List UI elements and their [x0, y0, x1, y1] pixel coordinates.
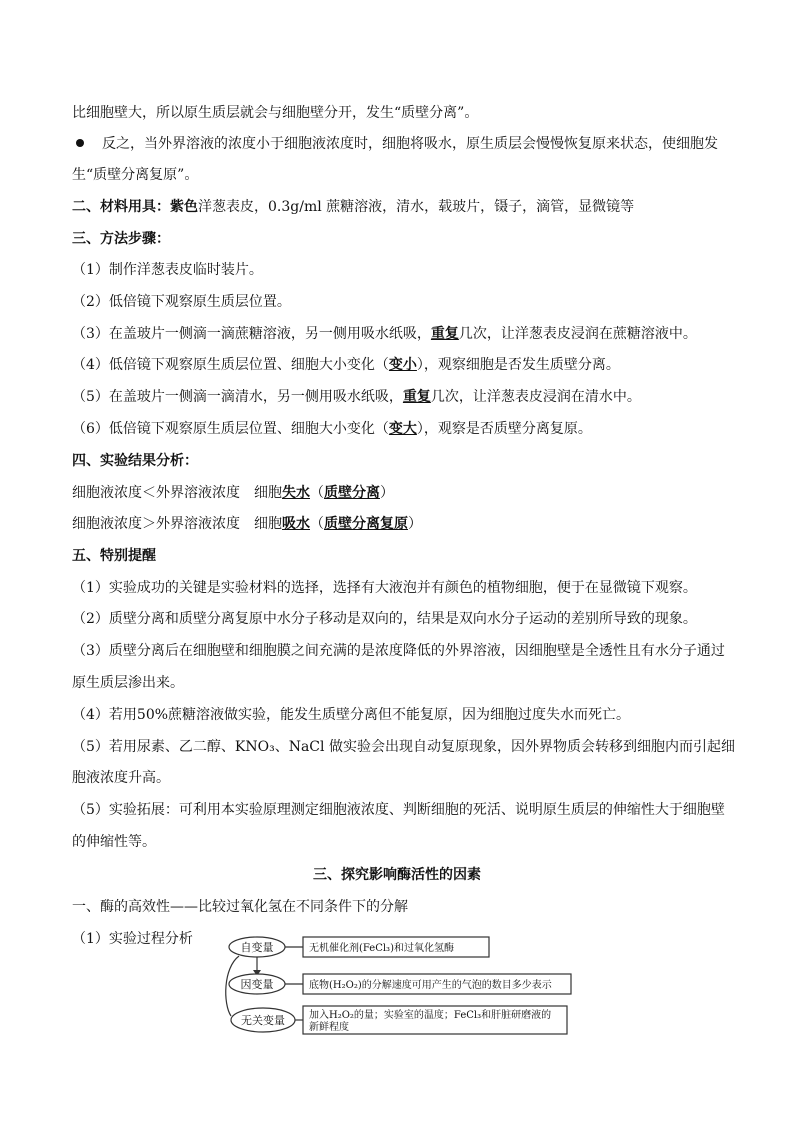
step-item: （6）低倍镜下观察原生质层位置、细胞大小变化（变大），观察是否质壁分离复原。 — [72, 421, 592, 437]
dependent-variable-label: 因变量 — [240, 978, 274, 991]
analysis-label: （1）实验过程分析 — [72, 931, 193, 947]
materials-line: 二、材料用具：紫色洋葱表皮，0.3g/ml 蔗糖溶液，清水，载玻片，镊子，滴管，显微镜等 — [72, 199, 635, 215]
subsection-heading: 一、酶的高效性——比较过氧化氢在不同条件下的分解 — [72, 899, 408, 915]
paragraph: 生“质壁分离复原”。 — [72, 167, 199, 183]
note-item-cont: 的伸缩性等。 — [72, 834, 156, 850]
note-item-cont: 原生质层渗出来。 — [72, 675, 184, 691]
irrelevant-variable-label: 无关变量 — [241, 1014, 285, 1027]
irrelevant-desc-text: 新鲜程度 — [309, 1022, 349, 1033]
note-item: （2）质壁分离和质壁分离复原中水分子移动是双向的，结果是双向水分子运动的差别所导致的现象。 — [72, 611, 697, 627]
paragraph: 比细胞壁大，所以原生质层就会与细胞壁分开，发生“质壁分离”。 — [72, 105, 479, 121]
note-item: （5）若用尿素、乙二醇、KNO₃、NaCl 做实验会出现自动复原现象，因外界物质会转移到细胞内而引起细 — [72, 739, 735, 755]
note-item: （1）实验成功的关键是实验材料的选择，选择有大液泡并有颜色的植物细胞，便于在显微镜下观察。 — [72, 580, 697, 596]
dependent-desc-text: 底物(H₂O₂)的分解速度可用产生的气泡的数目多少表示 — [309, 980, 552, 991]
note-item-cont: 胞液浓度升高。 — [72, 770, 170, 786]
section-heading: 五、特别提醒 — [72, 548, 156, 564]
step-item: （4）低倍镜下观察原生质层位置、细胞大小变化（变小），观察细胞是否发生质壁分离。 — [72, 357, 620, 373]
independent-variable-label: 自变量 — [240, 941, 274, 954]
note-item: （5）实验拓展：可利用本实验原理测定细胞液浓度、判断细胞的死活、说明原生质层的伸缩性大于细胞壁 — [72, 802, 725, 818]
bullet-icon — [76, 139, 84, 147]
bullet-paragraph: 反之，当外界溶液的浓度小于细胞液浓度时，细胞将吸水，原生质层会慢慢恢复原来状态，使细胞发 — [72, 134, 732, 154]
section-heading: 三、方法步骤： — [72, 231, 170, 247]
step-item: （5）在盖玻片一侧滴一滴清水，另一侧用吸水纸吸，重复几次，让洋葱表皮浸润在清水中。 — [72, 389, 641, 405]
result-line: 细胞液浓度＜外界溶液浓度 细胞失水（质壁分离） — [72, 485, 394, 501]
step-item: （1）制作洋葱表皮临时装片。 — [72, 262, 263, 278]
note-item: （4）若用50%蔗糖溶液做实验，能发生质壁分离但不能复原，因为细胞过度失水而死亡。 — [72, 707, 631, 723]
step-item: （3）在盖玻片一侧滴一滴蔗糖溶液，另一侧用吸水纸吸，重复几次，让洋葱表皮浸润在蔗糖溶液中。 — [72, 326, 697, 342]
result-line: 细胞液浓度＞外界溶液浓度 细胞吸水（质壁分离复原） — [72, 516, 422, 532]
independent-desc-text: 无机催化剂(FeCl₃)和过氧化氢酶 — [309, 943, 454, 954]
irrelevant-desc-text: 加入H₂O₂的量；实验室的温度；FeCl₃和肝脏研磨液的 — [309, 1010, 552, 1021]
variable-diagram — [215, 928, 585, 1040]
step-item: （2）低倍镜下观察原生质层位置。 — [72, 294, 291, 310]
section-heading: 四、实验结果分析： — [72, 453, 198, 469]
note-item: （3）质壁分离后在细胞壁和细胞膜之间充满的是浓度降低的外界溶液，因细胞壁是全透性且有水分子通过 — [72, 643, 725, 659]
section-title: 三、探究影响酶活性的因素 — [313, 867, 481, 883]
